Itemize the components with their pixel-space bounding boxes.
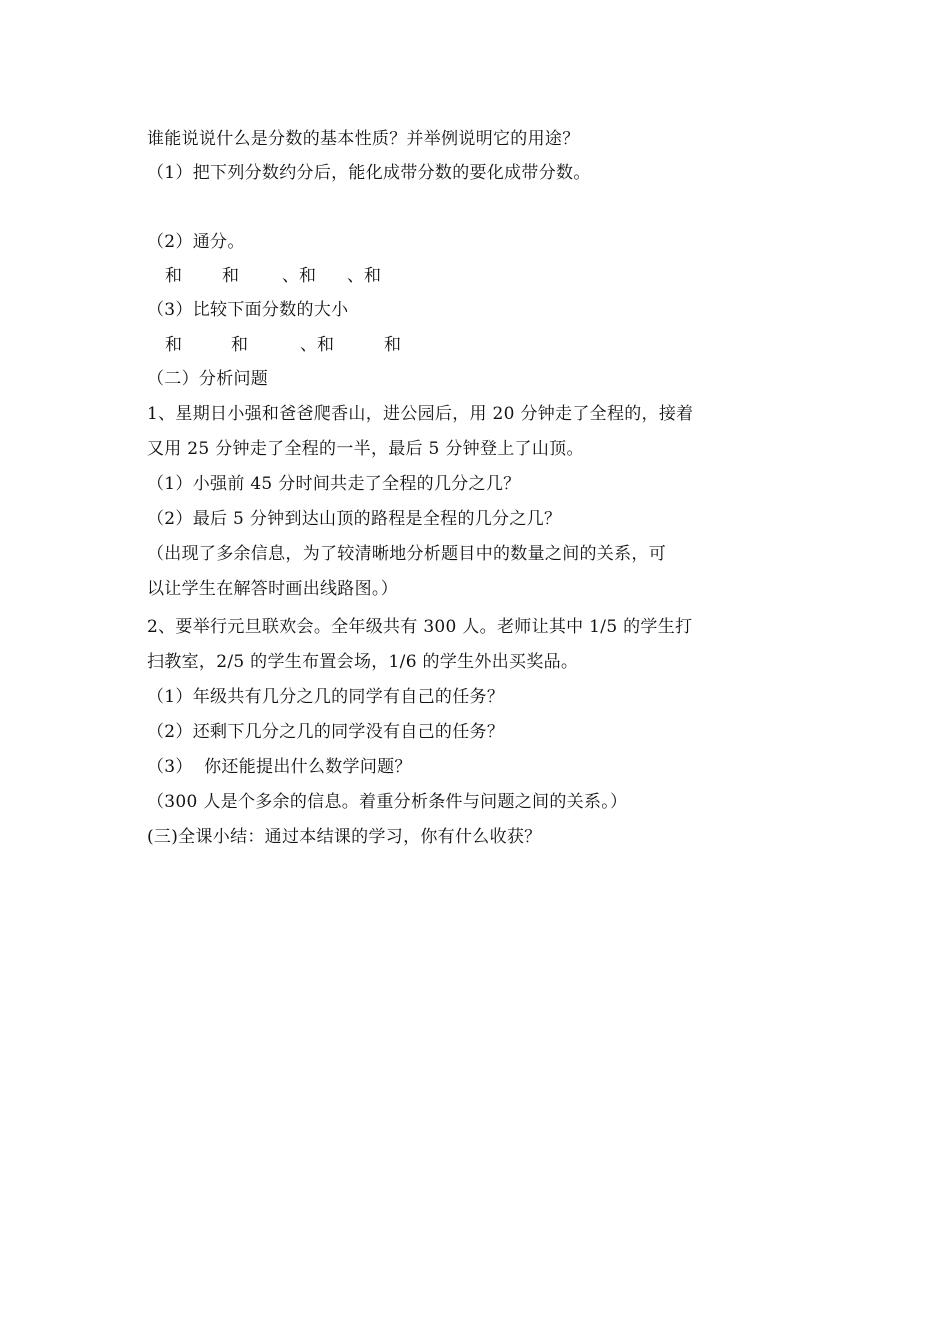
exercise-1-reduce: （1）把下列分数约分后，能化成带分数的要化成带分数。 xyxy=(147,163,591,183)
compare-word-1: 和 xyxy=(165,335,182,355)
exercise-2-common-denominator: （2）通分。 xyxy=(147,232,245,252)
tongfen-word-3: 、和 xyxy=(282,266,316,286)
lesson-summary: (三)全课小结：通过本结课的学习，你有什么收获？ xyxy=(147,827,542,847)
problem-1-question-1: （1）小强前 45 分时间共走了全程的几分之几？ xyxy=(147,474,521,494)
tongfen-word-1: 和 xyxy=(165,266,182,286)
problem-2-question-1: （1）年级共有几分之几的同学有自己的任务？ xyxy=(147,687,505,707)
problem-1-question-2: （2）最后 5 分钟到达山顶的路程是全程的几分之几？ xyxy=(147,509,562,529)
problem-2-question-3: （3） 你还能提出什么数学问题？ xyxy=(147,757,412,777)
question-basic-property: 谁能说说什么是分数的基本性质？并举例说明它的用途？ xyxy=(147,129,580,149)
problem-1-note-line-2: 以让学生在解答时画出线路图。） xyxy=(147,579,398,599)
problem-2-note: （300 人是个多余的信息。着重分析条件与问题之间的关系。） xyxy=(147,792,628,812)
compare-word-2: 和 xyxy=(231,335,248,355)
problem-2-question-2: （2）还剩下几分之几的同学没有自己的任务？ xyxy=(147,722,505,742)
tongfen-word-2: 和 xyxy=(222,266,239,286)
section-analysis-heading: （二）分析问题 xyxy=(147,369,269,389)
problem-2-line-2: 扫教室，2/5 的学生布置会场，1/6 的学生外出买奖品。 xyxy=(147,652,579,672)
problem-1-line-2: 又用 25 分钟走了全程的一半，最后 5 分钟登上了山顶。 xyxy=(147,439,584,459)
problem-1-note-line-1: （出现了多余信息，为了较清晰地分析题目中的数量之间的关系，可 xyxy=(147,544,666,564)
problem-2-line-1: 2、要举行元旦联欢会。全年级共有 300 人。老师让其中 1/5 的学生打 xyxy=(147,617,693,637)
compare-word-3: 、和 xyxy=(300,335,334,355)
exercise-3-compare: （3）比较下面分数的大小 xyxy=(147,300,349,320)
compare-word-4: 和 xyxy=(384,335,401,355)
tongfen-word-4: 、和 xyxy=(347,266,381,286)
problem-1-line-1: 1、星期日小强和爸爸爬香山，进公园后，用 20 分钟走了全程的，接着 xyxy=(147,404,694,424)
